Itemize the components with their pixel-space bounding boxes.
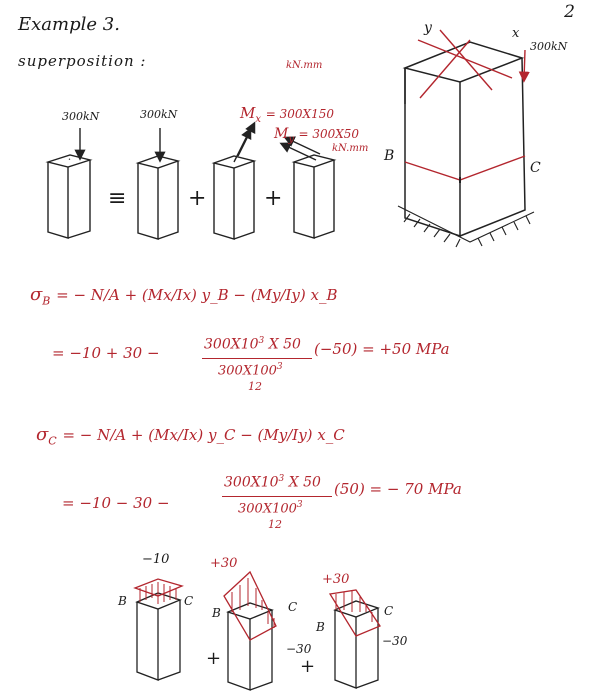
- plus-sign-1: +: [188, 186, 207, 211]
- block-3d: [405, 42, 525, 236]
- point-b-label: B: [384, 148, 395, 164]
- column-original: [48, 128, 90, 238]
- my-unit: kN.mm: [332, 143, 369, 154]
- x-axis-label: x: [512, 26, 520, 41]
- stress-diagram-my: [330, 590, 380, 688]
- sigma-b-denominator: $300X100^3$: [218, 362, 283, 379]
- diagram2-c-label: C: [288, 600, 298, 614]
- sigma-b-numerator: $300X10^3$ X 50: [204, 336, 301, 353]
- method-subtitle: superposition :: [18, 52, 147, 70]
- diagram1-top-value: −10: [142, 552, 170, 567]
- sigma-b-den-divisor: 12: [248, 380, 262, 393]
- plus-sign-2: +: [264, 186, 283, 211]
- diagram2-b-label: B: [212, 606, 221, 620]
- equivalence-sign: ≡: [108, 186, 127, 211]
- sigma-c-den-divisor: 12: [268, 518, 282, 531]
- diagram-plus-2: +: [300, 656, 316, 677]
- sigma-b-line1: $\sigma_B$ = − N/A + (Mx/Ix) y_B − (My/Iy) x_B: [30, 284, 338, 308]
- section-lines: [405, 30, 525, 180]
- sigma-b-line2a: = −10 + 30 −: [52, 344, 160, 362]
- sigma-c-denominator: $300X100^3$: [238, 500, 303, 517]
- stress-diagram-axial: [135, 579, 182, 680]
- diagram3-top-value: +30: [322, 572, 350, 587]
- diagram3-b-label: B: [316, 620, 325, 634]
- svg-text:•: •: [68, 157, 71, 163]
- support-hatching: [398, 206, 534, 247]
- load-label-block: 300kN: [530, 40, 568, 53]
- load-label-original: 300kN: [62, 110, 100, 123]
- diagram-plus-1: +: [206, 648, 222, 669]
- sigma-c-fraction-bar: [222, 496, 332, 497]
- sigma-c-result: (50) = − 70 MPa: [334, 480, 462, 498]
- point-c-label: C: [530, 160, 541, 176]
- load-label-axial: 300kN: [140, 108, 178, 121]
- example-title: Example 3.: [18, 14, 120, 35]
- mx-label: $M_x = 300X150$: [240, 104, 335, 125]
- y-axis-label: y: [424, 20, 432, 36]
- column-my: [282, 138, 334, 238]
- mx-unit: kN.mm: [286, 60, 323, 71]
- my-label: $M_y = 300X50$: [274, 126, 360, 145]
- diagram3-c-label: C: [384, 604, 394, 618]
- diagram3-bottom-value: −30: [382, 634, 408, 648]
- diagram1-b-label: B: [118, 594, 127, 608]
- stress-diagram-mx: [224, 572, 276, 690]
- column-axial: [138, 128, 178, 239]
- sigma-c-line2a: = −10 − 30 −: [62, 494, 170, 512]
- sigma-c-numerator: $300X10^3$ X 50: [224, 474, 321, 491]
- page-number: 2: [564, 2, 575, 22]
- column-mx: [214, 124, 254, 239]
- sigma-b-fraction-bar: [202, 358, 312, 359]
- diagram2-top-value: +30: [210, 556, 238, 571]
- sigma-b-result: (−50) = +50 MPa: [314, 340, 450, 358]
- diagram1-c-label: C: [184, 594, 194, 608]
- diagram2-bottom-value: −30: [286, 642, 312, 656]
- sigma-c-line1: $\sigma_C$ = − N/A + (Mx/Ix) y_C − (My/Iy) x_C: [36, 424, 345, 448]
